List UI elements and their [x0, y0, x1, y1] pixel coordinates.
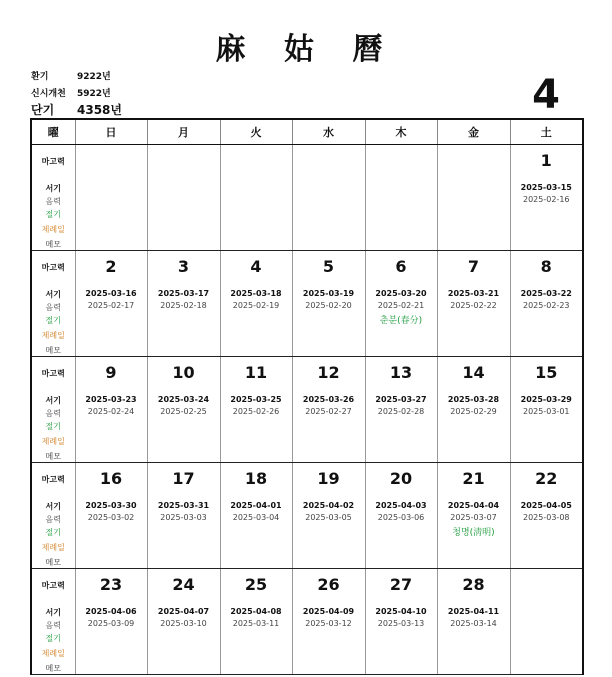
day-cell[interactable] [510, 251, 583, 357]
row-label-jeolgi: 절기 [45, 316, 61, 325]
row-label-memo: 메모 [45, 240, 61, 249]
day-number: 22 [535, 469, 558, 488]
day-number: 5 [322, 257, 335, 276]
row-label-jeryeil: 제례일 [41, 543, 65, 552]
row-label-seogi: 서기 [45, 184, 61, 193]
row-label-magoryeok: 마고력 [41, 263, 65, 272]
lunar-date: 2025-03-06 [377, 513, 425, 522]
solar-date: 2025-03-22 [520, 289, 572, 298]
solar-date: 2025-03-29 [520, 395, 572, 404]
solar-date: 2025-03-23 [85, 395, 137, 404]
day-cell[interactable] [437, 251, 510, 357]
solar-date: 2025-03-15 [520, 183, 572, 192]
day-cell[interactable] [75, 357, 147, 463]
lunar-date: 2025-03-07 [450, 513, 497, 522]
week-row [31, 463, 583, 569]
weekday-header-cell: 日 [75, 119, 147, 145]
lunar-date: 2025-02-19 [232, 301, 280, 310]
day-cell[interactable] [510, 145, 583, 251]
day-cell[interactable] [147, 463, 220, 569]
day-number: 23 [99, 575, 123, 594]
solar-date: 2025-03-20 [375, 289, 427, 298]
day-number: 26 [317, 575, 340, 594]
lunar-date: 2025-02-18 [160, 301, 207, 310]
day-cell[interactable] [147, 251, 220, 357]
era-hwangi [31, 69, 111, 82]
solar-date: 2025-04-11 [447, 607, 500, 616]
row-label-memo: 메모 [45, 346, 61, 355]
empty-day-cell[interactable] [365, 145, 437, 251]
day-cell[interactable] [75, 569, 147, 675]
row-label-eumryeok: 음력 [45, 303, 61, 312]
solar-date: 2025-03-25 [230, 395, 282, 404]
page-title: 麻 姑 曆 [215, 32, 397, 67]
day-number: 2 [105, 257, 117, 276]
day-number: 28 [462, 575, 485, 594]
lunar-date: 2025-03-09 [87, 619, 135, 628]
row-label-cell [31, 251, 75, 357]
day-number: 25 [244, 575, 268, 594]
week-row [31, 357, 583, 463]
era-hwangi-label: 환기 [31, 72, 49, 82]
day-cell[interactable] [147, 569, 220, 675]
row-label-jeolgi: 절기 [45, 528, 61, 537]
empty-day-cell[interactable] [220, 145, 292, 251]
solar-term: 청명(淸明) [452, 528, 495, 538]
era-dangi-label: 단기 [31, 103, 55, 117]
weekday-header-cell: 金 [437, 119, 510, 145]
week-row [31, 251, 583, 357]
row-label-magoryeok: 마고력 [41, 157, 65, 166]
weekday-header-cell: 水 [292, 119, 365, 145]
era-sinsi [31, 86, 111, 99]
era-hwangi-value: 9222년 [77, 72, 111, 82]
lunar-date: 2025-02-17 [87, 301, 135, 310]
solar-date: 2025-04-05 [520, 501, 572, 510]
row-label-jeolgi: 절기 [45, 634, 61, 643]
row-label-cell [31, 145, 75, 251]
day-cell[interactable] [220, 569, 292, 675]
day-cell[interactable] [365, 357, 437, 463]
row-label-eumryeok: 음력 [45, 197, 61, 206]
solar-date: 2025-04-04 [447, 501, 500, 510]
solar-date: 2025-04-03 [375, 501, 427, 510]
day-number: 17 [172, 469, 195, 488]
row-label-cell [31, 357, 75, 463]
day-cell[interactable] [75, 251, 147, 357]
day-cell[interactable] [220, 463, 292, 569]
solar-date: 2025-04-10 [375, 607, 427, 616]
day-number: 3 [177, 257, 190, 276]
row-label-seogi: 서기 [45, 396, 61, 405]
day-cell[interactable] [437, 357, 510, 463]
solar-date: 2025-03-19 [302, 289, 355, 298]
day-number: 1 [540, 151, 552, 170]
day-number: 20 [389, 469, 413, 488]
lunar-date: 2025-03-10 [160, 619, 207, 628]
day-number: 9 [105, 363, 117, 382]
day-cell[interactable] [365, 463, 437, 569]
row-label-magoryeok: 마고력 [41, 475, 65, 484]
row-label-seogi: 서기 [45, 290, 61, 299]
lunar-date: 2025-02-22 [450, 301, 497, 310]
lunar-date: 2025-03-02 [87, 513, 135, 522]
row-label-eumryeok: 음력 [45, 409, 61, 418]
lunar-date: 2025-02-21 [377, 301, 425, 310]
week-row [31, 145, 583, 251]
day-number: 8 [540, 257, 552, 276]
row-label-magoryeok: 마고력 [41, 369, 65, 378]
row-label-memo: 메모 [45, 664, 61, 673]
solar-date: 2025-04-01 [230, 501, 282, 510]
era-dangi [31, 101, 122, 118]
weekday-header-cell: 曜 [31, 119, 75, 145]
day-cell[interactable] [292, 569, 365, 675]
solar-date: 2025-04-02 [302, 501, 355, 510]
era-sinsi-label: 신시개천 [31, 89, 66, 99]
empty-day-cell[interactable] [75, 145, 147, 251]
lunar-date: 2025-03-08 [523, 513, 570, 522]
solar-term: 춘분(春分) [379, 316, 423, 326]
day-number: 11 [244, 363, 268, 382]
lunar-date: 2025-03-03 [160, 513, 207, 522]
lunar-date: 2025-03-11 [232, 619, 280, 628]
day-cell[interactable] [220, 251, 292, 357]
lunar-date: 2025-03-12 [305, 619, 352, 628]
solar-date: 2025-03-24 [157, 395, 210, 404]
row-label-jeryeil: 제례일 [41, 225, 65, 234]
row-label-jeryeil: 제례일 [41, 331, 65, 340]
day-number: 4 [250, 257, 262, 276]
day-cell[interactable] [220, 357, 292, 463]
lunar-date: 2025-03-01 [523, 407, 570, 416]
solar-date: 2025-03-27 [375, 395, 427, 404]
row-label-seogi: 서기 [45, 502, 61, 511]
day-cell[interactable] [437, 463, 510, 569]
lunar-date: 2025-03-04 [232, 513, 280, 522]
empty-day-cell[interactable] [147, 145, 220, 251]
day-number: 21 [462, 469, 485, 488]
row-label-magoryeok: 마고력 [41, 581, 65, 590]
solar-date: 2025-03-31 [157, 501, 210, 510]
day-number: 13 [389, 363, 413, 382]
row-label-memo: 메모 [45, 558, 61, 567]
lunar-date: 2025-02-20 [305, 301, 352, 310]
day-cell[interactable] [437, 569, 510, 675]
lunar-date: 2025-02-23 [523, 301, 570, 310]
lunar-date: 2025-02-25 [160, 407, 207, 416]
weekday-header-cell: 月 [147, 119, 220, 145]
row-label-cell [31, 463, 75, 569]
lunar-date: 2025-03-05 [305, 513, 352, 522]
day-cell[interactable] [75, 463, 147, 569]
lunar-date: 2025-03-13 [377, 619, 425, 628]
week-row [31, 569, 583, 675]
weekday-header [31, 119, 583, 145]
row-label-cell [31, 569, 75, 675]
day-number: 15 [535, 363, 558, 382]
row-label-jeolgi: 절기 [45, 210, 61, 219]
row-label-jeryeil: 제례일 [41, 649, 65, 658]
month-number: 4 [532, 72, 560, 118]
day-cell[interactable] [510, 357, 583, 463]
day-number: 16 [99, 469, 123, 488]
day-cell[interactable] [365, 251, 437, 357]
solar-date: 2025-04-07 [157, 607, 210, 616]
day-number: 27 [389, 575, 413, 594]
day-number: 10 [172, 363, 195, 382]
day-cell[interactable] [292, 463, 365, 569]
day-number: 12 [317, 363, 340, 382]
lunar-date: 2025-02-29 [450, 407, 497, 416]
weekday-header-cell: 火 [220, 119, 292, 145]
solar-date: 2025-04-08 [230, 607, 282, 616]
lunar-date: 2025-02-27 [305, 407, 352, 416]
day-cell[interactable] [510, 463, 583, 569]
solar-date: 2025-03-21 [447, 289, 500, 298]
lunar-date: 2025-02-24 [87, 407, 135, 416]
weekday-header-cell: 木 [365, 119, 437, 145]
lunar-date: 2025-03-14 [450, 619, 497, 628]
empty-day-cell[interactable] [437, 145, 510, 251]
day-cell[interactable] [147, 357, 220, 463]
solar-date: 2025-03-28 [447, 395, 500, 404]
solar-date: 2025-03-30 [85, 501, 137, 510]
day-cell[interactable] [292, 357, 365, 463]
calendar-grid [30, 118, 584, 675]
day-cell[interactable] [365, 569, 437, 675]
row-label-seogi: 서기 [45, 608, 61, 617]
lunar-date: 2025-02-26 [232, 407, 280, 416]
solar-date: 2025-03-18 [230, 289, 282, 298]
era-sinsi-value: 5922년 [77, 89, 111, 99]
era-dangi-value: 4358년 [77, 103, 122, 117]
day-number: 24 [172, 575, 195, 594]
row-label-eumryeok: 음력 [45, 621, 61, 630]
day-number: 7 [467, 257, 480, 276]
row-label-memo: 메모 [45, 452, 61, 461]
solar-date: 2025-03-17 [157, 289, 210, 298]
solar-date: 2025-03-16 [85, 289, 137, 298]
row-label-jeryeil: 제례일 [41, 437, 65, 446]
day-number: 14 [462, 363, 485, 382]
empty-day-cell[interactable] [292, 145, 365, 251]
lunar-date: 2025-02-28 [377, 407, 425, 416]
row-label-eumryeok: 음력 [45, 515, 61, 524]
day-number: 18 [244, 469, 268, 488]
day-number: 19 [317, 469, 340, 488]
empty-day-cell[interactable] [510, 569, 583, 675]
solar-date: 2025-03-26 [302, 395, 355, 404]
weekday-header-cell: 土 [510, 119, 583, 145]
row-label-jeolgi: 절기 [45, 422, 61, 431]
solar-date: 2025-04-06 [85, 607, 137, 616]
solar-date: 2025-04-09 [302, 607, 355, 616]
day-cell[interactable] [292, 251, 365, 357]
lunar-date: 2025-02-16 [523, 195, 570, 204]
day-number: 6 [395, 257, 407, 276]
